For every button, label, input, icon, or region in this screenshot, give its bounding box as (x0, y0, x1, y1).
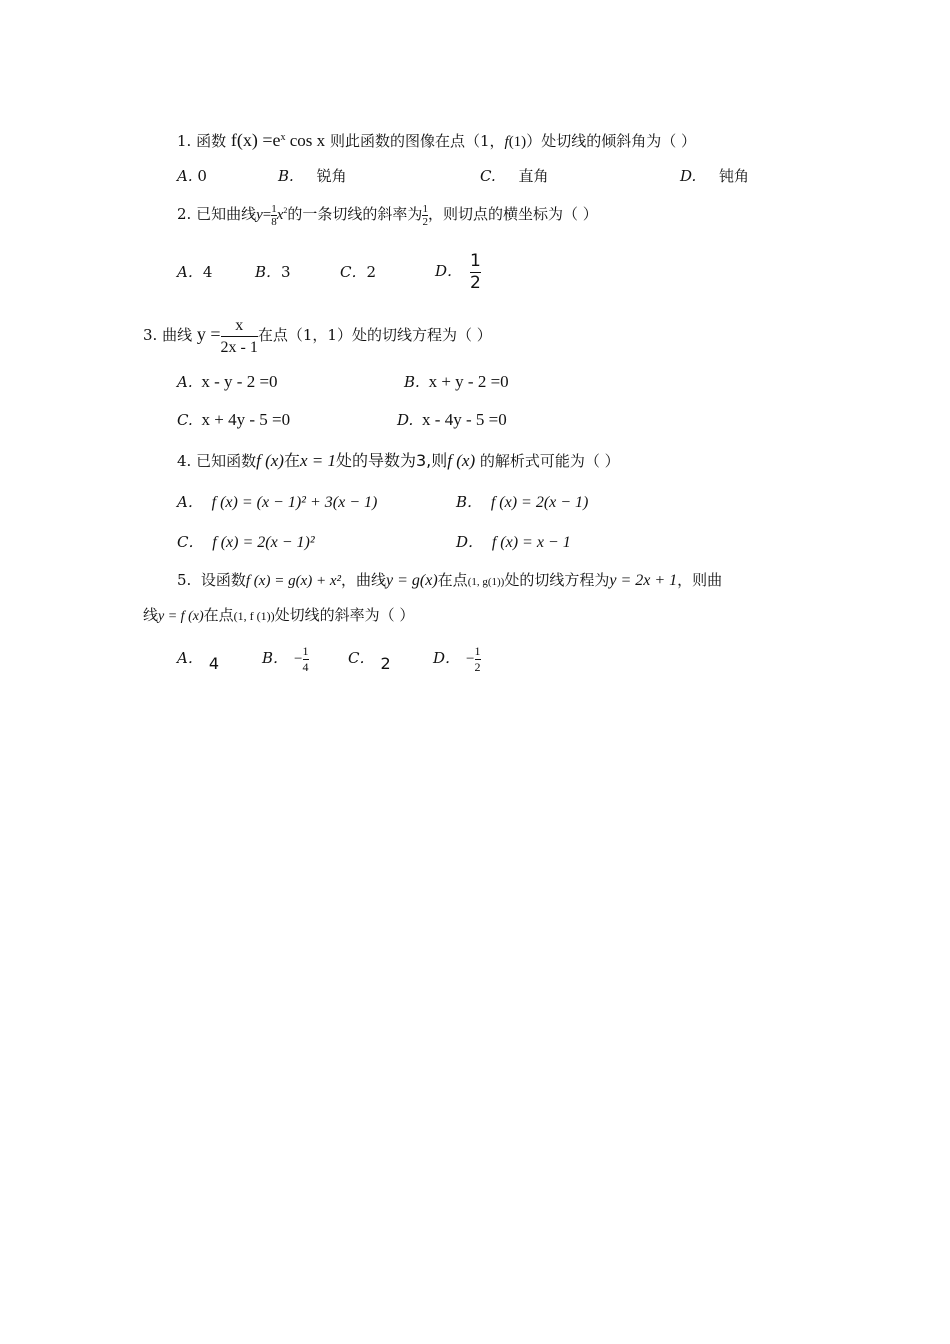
q4-option-d (456, 532, 571, 553)
frac-num: 1 (302, 643, 309, 658)
q5-pt2: (1, f (1)) (233, 609, 275, 623)
q1-exp: x (280, 132, 286, 143)
q2-option-a (177, 262, 212, 282)
q5-line: y = 2x + 1 (609, 572, 678, 589)
option-letter: C． (348, 649, 375, 667)
option-text: 锐角 (316, 167, 347, 185)
q3-stem-suffix: 在点（1，1）处的切线方程为（ ） (257, 326, 492, 344)
q1-option-d (680, 166, 749, 186)
q1-stem-suffix: ）处切线的倾斜角为（ ） (526, 132, 696, 150)
q3-lhs: y = (196, 324, 221, 344)
option-text: 4 (208, 654, 220, 673)
option-text: x + 4y - 5 =0 (201, 410, 291, 429)
q1-stem (177, 130, 696, 152)
frac-den: 4 (302, 659, 309, 674)
option-letter: B. (404, 373, 420, 391)
q3-frac (221, 315, 258, 358)
option-letter: C． (340, 263, 367, 281)
q3-option-c (177, 410, 290, 430)
q2-stem-mid: 的一条切线的斜率为 (287, 205, 423, 223)
q1-stem-prefix: 函数 (196, 132, 227, 150)
q5-stem-prefix: 设函数 (200, 571, 246, 589)
option-text: f (x) = (x − 1)² + 3(x − 1) (211, 494, 378, 511)
q5-mid5: 在点 (203, 606, 234, 624)
option-letter: D． (433, 649, 461, 667)
q5-option-c (348, 638, 391, 678)
q1-fval-tail: (1) (508, 134, 527, 150)
q5-option-b-frac (303, 644, 309, 675)
frac-den: 2x - 1 (220, 338, 258, 356)
option-text: f (x) = 2(x − 1) (490, 494, 589, 511)
q4-number: 4. (177, 452, 192, 470)
q4-f1: f (x) (256, 451, 284, 470)
q1-fval: f (504, 134, 509, 150)
frac-num: 1 (422, 202, 428, 215)
q2-option-d-frac (470, 251, 481, 294)
frac-den: 2 (474, 659, 481, 674)
option-letter: D. (397, 411, 414, 429)
q3-option-d (397, 410, 507, 430)
frac-num: 1 (271, 202, 277, 215)
option-letter: C. (177, 411, 193, 429)
option-letter: B. (278, 167, 294, 185)
q2-option-c (340, 262, 376, 282)
q4-mid1: 在 (283, 451, 300, 470)
frac-num: 1 (470, 250, 481, 271)
q5-stem-line1 (177, 570, 722, 592)
q5-curve1: y = g(x) (386, 572, 438, 589)
q2-number: 2. (177, 205, 192, 223)
q1-option-b (278, 166, 347, 186)
q4-stem-prefix: 已知函数 (196, 452, 257, 470)
option-text: x - y - 2 =0 (201, 372, 278, 391)
option-letter: B． (262, 649, 289, 667)
option-letter: A. (177, 167, 193, 185)
option-letter: B． (255, 263, 282, 281)
q4-xeq: x = 1 (299, 451, 336, 470)
q4-option-c (177, 532, 315, 553)
frac-den: 8 (271, 215, 277, 228)
q3-option-b (404, 372, 509, 392)
q4-option-b (456, 492, 588, 513)
q1-stem-mid: 则此函数的图像在点（1， (329, 132, 505, 150)
option-text: f (x) = x − 1 (491, 534, 571, 551)
option-letter: A． (177, 649, 203, 667)
q2-stem-prefix: 已知曲线 (196, 205, 257, 223)
q1-number: 1. (177, 132, 192, 150)
q1-func: f(x) =e (230, 130, 281, 150)
option-letter: C. (480, 167, 496, 185)
q5-mid1: ，曲线 (341, 571, 387, 589)
option-text: 4 (202, 263, 213, 281)
frac-num: 1 (474, 643, 481, 658)
option-text: 2 (380, 654, 391, 673)
option-letter: B． (456, 493, 483, 511)
option-text: x - 4y - 5 =0 (422, 410, 507, 429)
option-text: 0 (197, 167, 207, 185)
option-text: x + y - 2 =0 (428, 372, 509, 391)
q5-stem-line2 (143, 605, 414, 627)
q4-stem (177, 451, 620, 471)
option-letter: C． (177, 533, 204, 551)
frac-den: 2 (470, 272, 481, 293)
q2-option-d (435, 248, 481, 294)
option-sign: − (294, 651, 303, 667)
option-letter: D． (456, 533, 484, 551)
q4-f2: f (x) (447, 451, 476, 470)
q4-option-a (177, 492, 377, 513)
q1-option-a (177, 166, 207, 186)
q2-stem-suffix: ，则切点的横坐标为（ ） (427, 205, 598, 223)
q5-option-b (262, 638, 309, 679)
q1-func-tail: cos x (285, 131, 326, 150)
option-letter: A． (177, 263, 203, 281)
q2-stem (177, 200, 598, 229)
q5-option-d-frac (475, 644, 481, 675)
frac-den: 2 (422, 215, 428, 228)
q3-option-a (177, 372, 278, 392)
q2-var: x (276, 207, 284, 223)
option-text: 直角 (518, 167, 549, 185)
option-text: 2 (366, 263, 377, 281)
q1-option-c (480, 166, 549, 186)
q2-eq: = (262, 207, 272, 223)
q5-mid3: 处的切线方程为 (504, 571, 610, 589)
option-text: 3 (281, 263, 291, 281)
q4-stem-suffix: 的解析式可能为（ ） (475, 452, 620, 470)
q5-number: 5. (177, 571, 192, 589)
q2-option-b (255, 262, 291, 282)
q5-line2-prefix: 线 (143, 606, 159, 624)
q4-mid2: 处的导数为3,则 (336, 451, 448, 470)
frac-num: x (221, 315, 258, 337)
q2-y: y (256, 207, 263, 223)
q5-option-a (177, 638, 219, 678)
option-text: f (x) = 2(x − 1)² (212, 534, 315, 551)
q3-stem (143, 311, 492, 358)
q3-number: 3. (143, 326, 158, 344)
q5-mid2: 在点 (437, 571, 468, 589)
q5-pt1: (1, g(1)) (467, 576, 505, 588)
option-letter: D. (680, 167, 697, 185)
option-letter: D． (435, 262, 463, 280)
q3-stem-prefix: 曲线 (162, 326, 193, 344)
q2-pow: 2 (283, 206, 288, 215)
option-letter: A. (177, 373, 193, 391)
option-text: 钝角 (719, 167, 750, 185)
q5-option-d (433, 638, 481, 679)
option-sign: − (466, 651, 475, 667)
option-letter: A． (177, 493, 203, 511)
q5-mid4: ，则曲 (677, 571, 723, 589)
q5-curve2: y = f (x) (158, 609, 204, 624)
q5-stem-suffix: 处切线的斜率为（ ） (274, 606, 415, 624)
q5-fdef: f (x) = g(x) + x² (245, 573, 341, 589)
